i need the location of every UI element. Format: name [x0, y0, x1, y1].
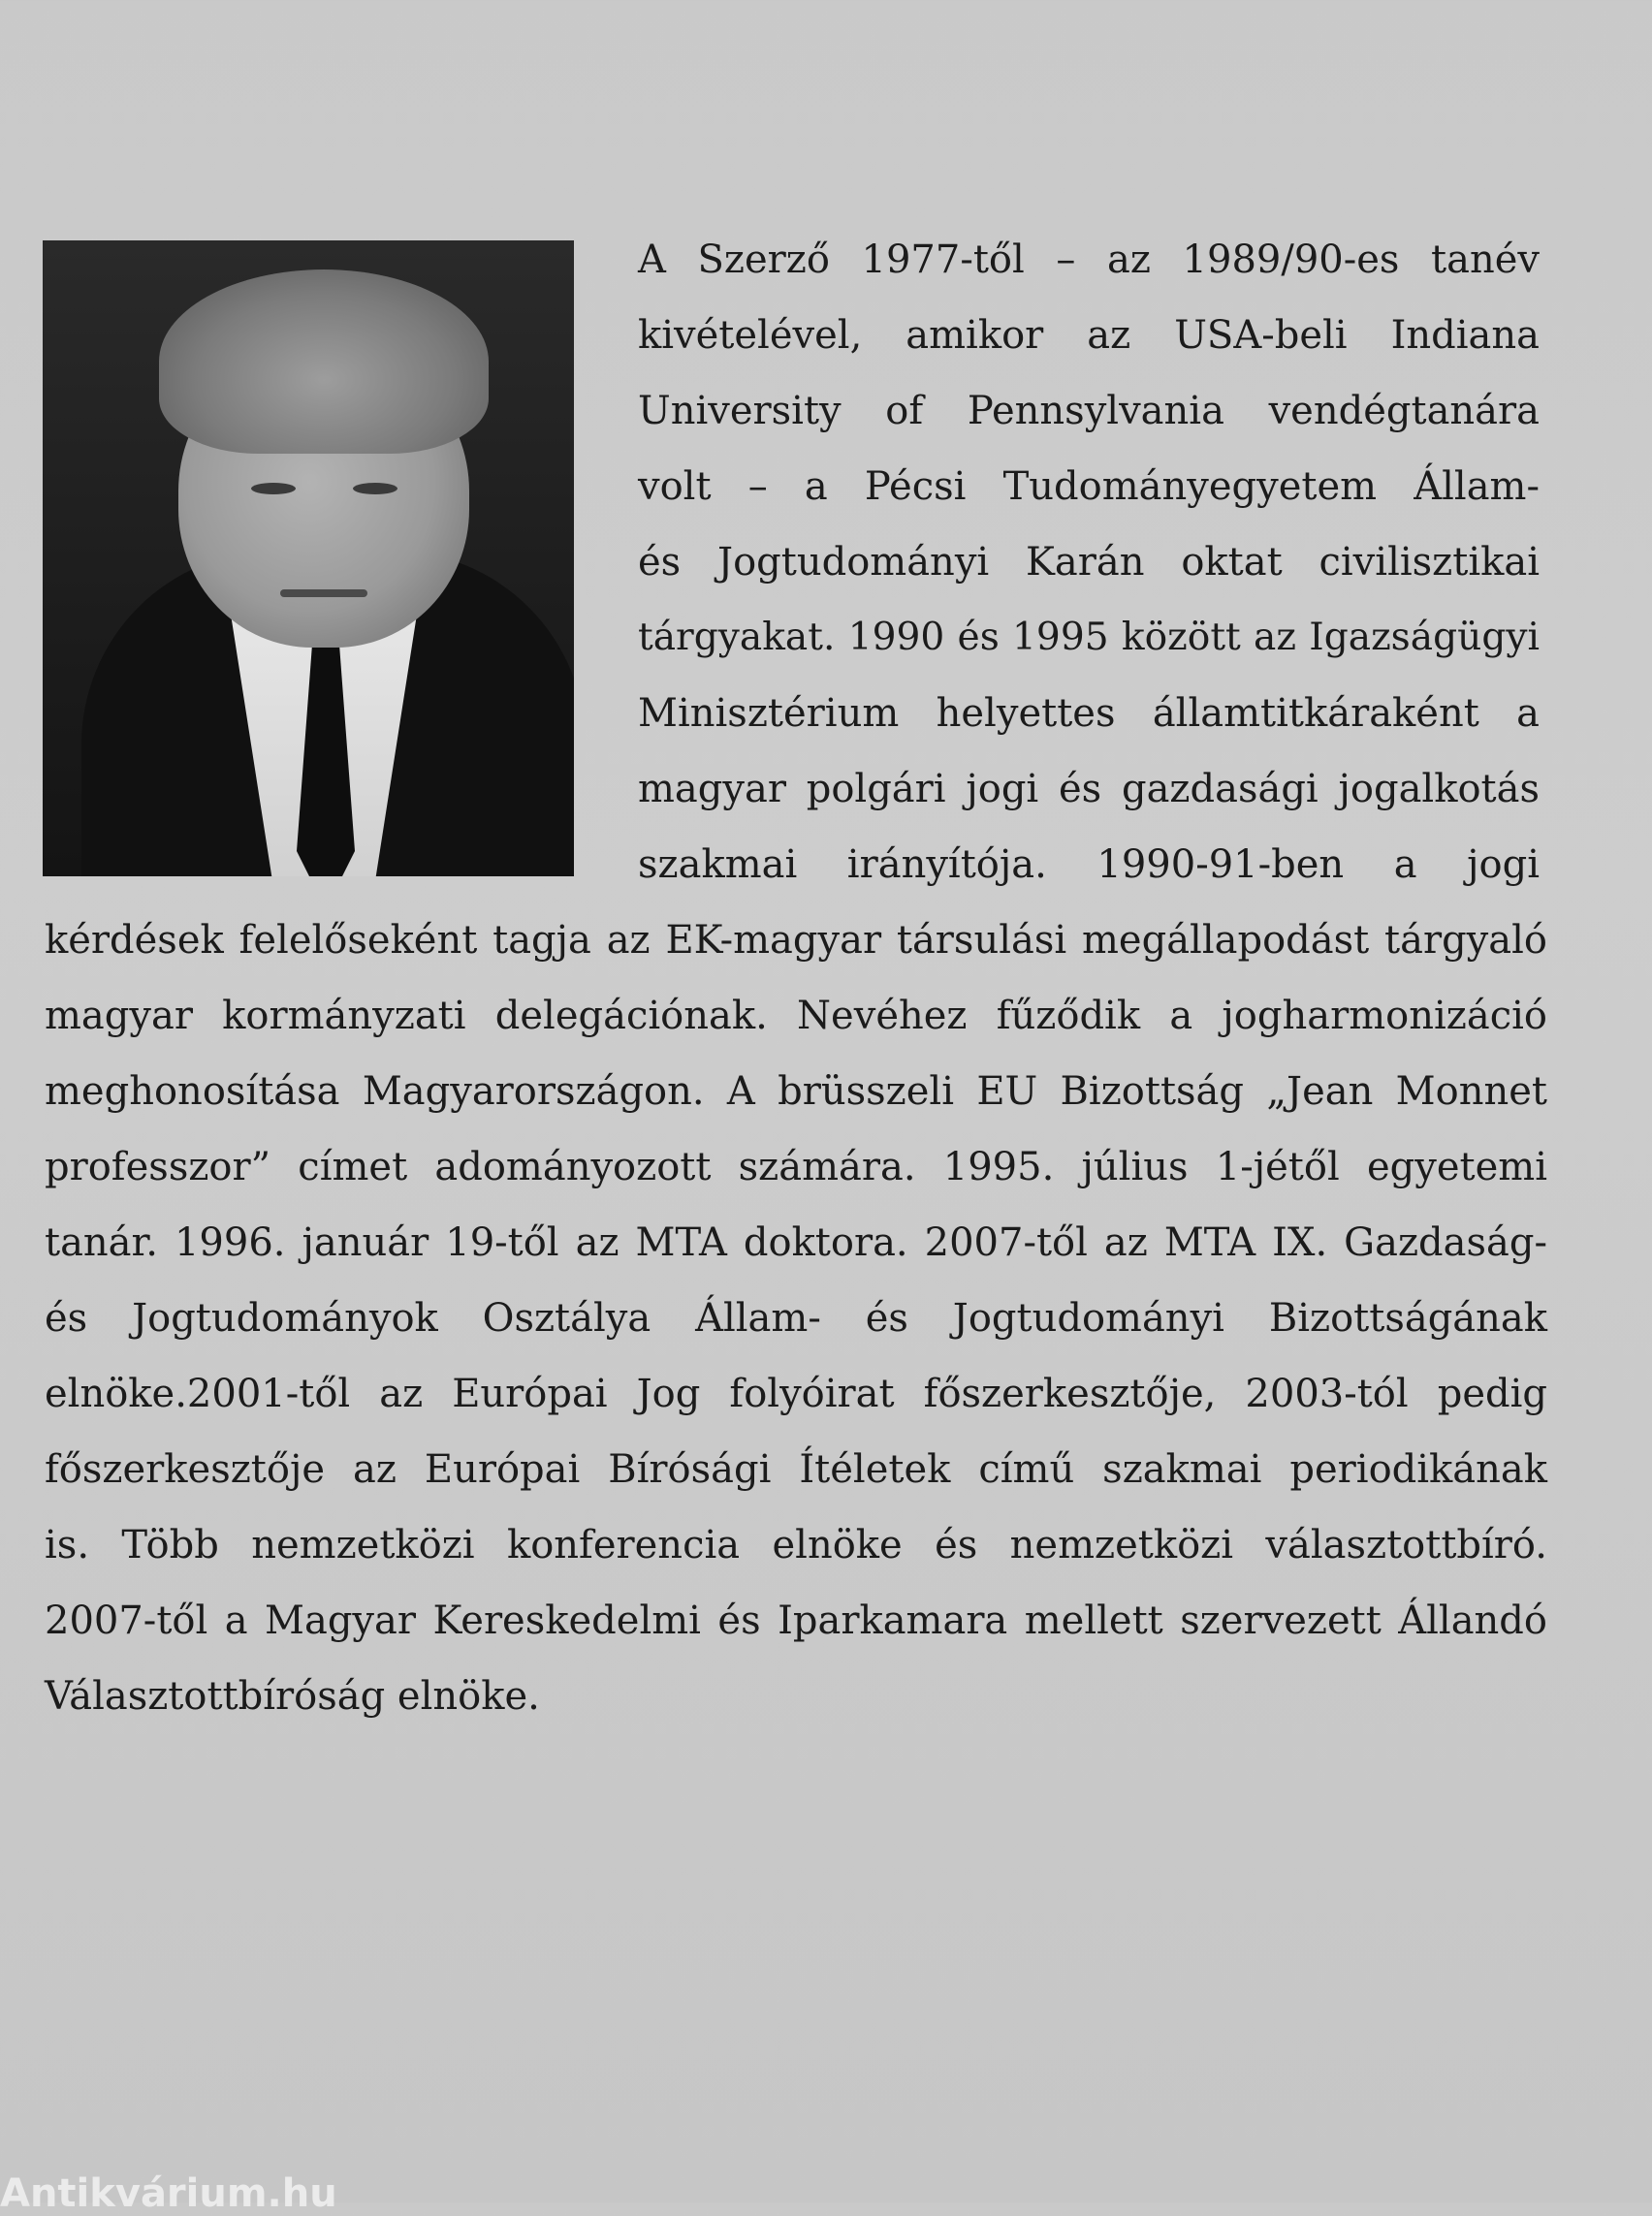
author-portrait-photo — [43, 240, 574, 876]
bio-line: University of Pennsylvania vendégtanára — [638, 389, 1540, 433]
bio-line: főszerkesztője az Európai Bírósági Ítéletek című szakmai periodikának — [45, 1447, 1547, 1492]
bio-line: meghonosítása Magyarországon. A brüsszeli EU Bizottság „Jean Monnet — [45, 1069, 1547, 1114]
bio-line: is. Több nemzetközi konferencia elnöke és nemzetközi választottbíró. — [45, 1523, 1547, 1567]
bio-line: A Szerző 1977-től – az 1989/90-es tanév — [638, 237, 1540, 282]
bio-line: tanár. 1996. január 19-től az MTA doktora. 2007-től az MTA IX. Gazdaság- — [45, 1220, 1547, 1265]
bio-line: Minisztérium helyettes államtitkáraként a — [638, 691, 1540, 736]
bio-line: magyar polgári jogi és gazdasági jogalkotás — [638, 767, 1540, 811]
bio-line: Választottbíróság elnöke. — [45, 1674, 540, 1719]
bio-line: kérdések felelőseként tagja az EK-magyar társulási megállapodást tárgyaló — [45, 918, 1547, 963]
bio-line: szakmai irányítója. 1990-91-ben a jogi — [638, 842, 1540, 887]
bio-paragraph-beside-photo — [638, 222, 1540, 902]
portrait-hair — [159, 269, 489, 454]
bio-paragraph-full-width — [45, 902, 1547, 1734]
bio-line: volt – a Pécsi Tudományegyetem Állam- — [638, 464, 1540, 509]
portrait-mouth — [280, 589, 367, 597]
bio-line: tárgyakat. 1990 és 1995 között az Igazságügyi — [638, 616, 1540, 659]
bio-line: elnöke.2001-től az Európai Jog folyóirat főszerkesztője, 2003-tól pedig — [45, 1372, 1547, 1416]
portrait-left-eye — [251, 483, 296, 494]
bio-line: és Jogtudományi Karán oktat civilisztikai — [638, 540, 1540, 585]
bio-line: 2007-től a Magyar Kereskedelmi és Iparkamara mellett szervezett Állandó — [45, 1599, 1547, 1643]
bio-line: professzor” címet adományozott számára. 1995. július 1-jétől egyetemi — [45, 1145, 1547, 1189]
bio-line: kivételével, amikor az USA-beli Indiana — [638, 313, 1540, 358]
watermark-text: Antikvárium.hu — [0, 2171, 337, 2216]
portrait-right-eye — [353, 483, 397, 494]
bio-line: és Jogtudományok Osztálya Állam- és Jogtudományi Bizottságának — [45, 1296, 1547, 1341]
bio-line: magyar kormányzati delegációnak. Nevéhez fűződik a jogharmonizáció — [45, 994, 1547, 1038]
